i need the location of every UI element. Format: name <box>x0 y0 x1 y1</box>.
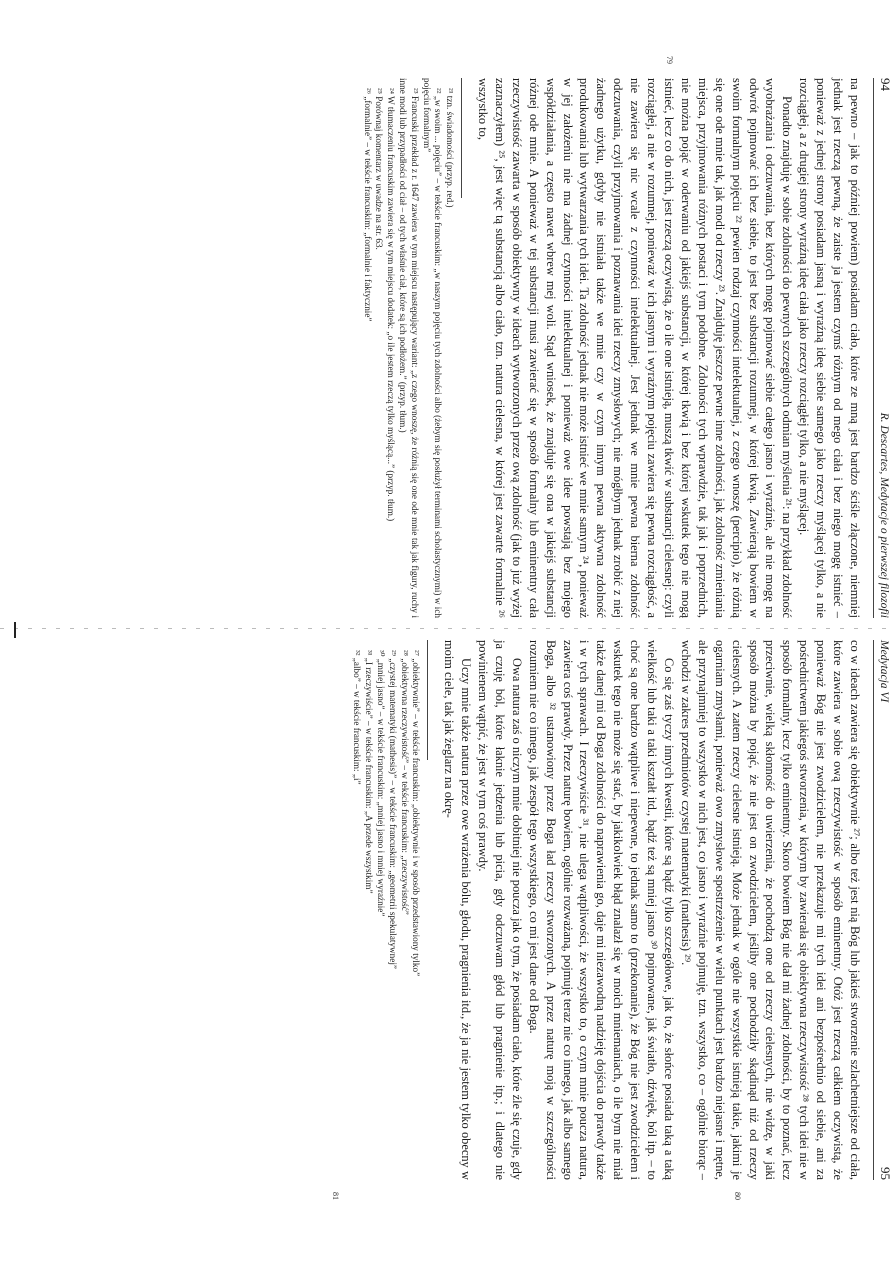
page-number: 94 <box>878 78 893 91</box>
book-page-left <box>193 56 893 618</box>
footnote: ³¹ „I rzeczywiście” – w tekście francuskim: „A przede wszystkim” <box>364 650 375 894</box>
paragraph: co w ideach zawiera się obiektywnie ²⁷; albo też jest nią Bóg lub jakieś stworzenie szlachetniejsze od ciała, które zawiera w sobie ową rzeczywistość w sposób eminentny. Otóż jest rzeczą całkiem oczywistą, że ponieważ Bóg nie jest zwodzicielem, nie przekazuje mi tych idei ani bezpośrednio od siebie, ani za pośrednictwem jakiegoś stworzenia, w którym by zawierała się obiektywna rzeczywistość ²⁸ tych idei nie w sposób formalny, lecz tylko eminentny. Skoro bowiem Bóg nie dał mi żadnej zdolności, by to poznać, lecz przeciwnie, wielką skłonność do uwierzenia, że pochodzą one od rzeczy cielesnych, nie widzę, w jaki sposób można by pojąć, że nie jest on zwodzicielem, jeśliby one pochodziły skądinąd niż od rzeczy cielesnych. A zatem rzeczy cielesne istnieją. Może jednak w ogóle nie wszystkie istnieją takie, jakimi je ogarniam zmysłami, ponieważ owo zmysłowe spostrzeżenie w wielu punktach jest bardzo niejasne i mętne, ale przynajmniej to wszystko w nich jest, co jasno i wyraźnie pojmuję, tzn. wszystko, co – ogólnie biorąc – wchodzi w zakres przedmiotów czystej matematyki (mathesis) ²⁹. <box>678 640 862 1180</box>
footnote: ²⁹ „czystej matematyki (mathesis)” – w tekście francuskim: „geometrii spekulatywnej” <box>387 650 398 969</box>
footnote: ²⁵ Porównaj komentarz w uwadze na str. 63. <box>374 88 385 250</box>
footnotes <box>361 78 455 618</box>
page-gutter-line <box>0 628 893 629</box>
footnote: ²² „w swoim ... pojęciu” – w tekście francuskim: „w naszym pojęciu tych zdolności albo (żebym się posłużył terminami scholastycznymi) w ich pojęciu formalnym” <box>421 78 444 618</box>
footnote: ³⁰ „mniej jasno” – w tekście francuskim: „mniej jasno i mniej wyraźnie” <box>375 650 386 917</box>
margin-page-marker: 80 <box>733 1192 742 1200</box>
paragraph: Co się zaś tyczy innych kwestii, które są bądź tylko szczegółowe, jak to, że słońce posiada taką a taką wielkość lub taki a taki kształt itd., bądź też są mniej jasno ³⁰ pojmowane, jak światło, dźwięk, ból itp. – to choć są one bardzo wątpliwe i niepewne, to jednak samo to (przekonanie), że Bóg nie jest zwodzicielem i wskutek tego nie może się stać, by jakikolwiek błąd znalazł się w moich mniemaniach, o ile bym nie miał także danej mi od Boga zdolności do naprawienia go, daje mi niezawodną nadzieję dojścia do prawdy także i w tych sprawach. I rzeczywiście ³¹, nie ulega wątpliwości, że wszystko to, o czym mnie poucza natura, zawiera coś prawdy. Przez naturę bowiem, ogólnie rozważaną, pojmuję teraz nie co innego, jak albo samego Boga, albo ³² ustanowiony przez Boga ład rzeczy stworzonych. A przez naturę moją w szczególności rozumiem nie co innego, jak zespół tego wszystkiego, co mi jest dane od Boga. <box>526 640 677 1180</box>
scan-mark <box>14 622 16 638</box>
paragraph: na pewno – jak to później powiem) posiadam ciało, które ze mną jest bardzo ściśle złączone, niemniej jednak jest rzeczą pewną, że zaiste ja jestem czymś różnym od mego ciała i bez niego mogę istnieć – ponieważ z jednej strony posiadam jasną i wyraźną ideę siebie samego jako rzeczy myślącej tylko, a nie rozciągłej, a z drugiej strony wyraźną ideę ciała jako rzeczy rozciągłej tylko, a nie myślącej. <box>797 78 862 618</box>
running-head <box>873 640 893 1180</box>
footnote: ²¹ tzn. świadomości (przyp. red.) <box>445 88 456 208</box>
footnote: ³² „albo” – w tekście francuskim: „i” <box>352 650 363 785</box>
footnote: ²⁶ „formalnie” – w tekście francuskim: „formalnie i faktycznie” <box>362 88 373 322</box>
footnote: ²³ Francuski przekład z r. 1647 zawiera w tym miejscu następujący wariant: „z czego wnoszę, że różnią się one ode mnie tak jak figury, ruchy i inne modi lub przypadłości od ciał – od tych właśnie ciał, które są ich podłożem.” (przyp. tłum.) <box>397 78 420 618</box>
paragraph: Uczy mnie także natura przez owe wrażenia bólu, głodu, pragnienia itd., że ja nie jestem tylko obecny w moim ciele, tak jak żeglarz na okrę- <box>442 640 474 1180</box>
footnote-rule <box>461 78 462 198</box>
body-text <box>474 56 863 618</box>
running-title: Medytacja VI <box>878 640 890 703</box>
footnotes <box>351 640 422 1180</box>
running-head <box>873 78 893 618</box>
paragraph: Owa natura zaś o niczym mnie dobitniej nie poucza jak o tym, że posiadam ciało, które źle się czuje, gdy ja czuję ból, które łaknie jedzenia lub picia, gdy odczuwam głód lub pragnienie itp.; i dlatego nie powinienem wątpić, że jest w tym coś prawdy. <box>476 640 524 1180</box>
footnote: ²⁸ „obiektywna rzeczywistość” – w tekście francuskim: „rzeczywistość” <box>399 650 410 915</box>
footnote: ²⁴ W tłumaczeniu francuskim zawiera się w tym miejscu dodatek: „o ile jestem rzeczą tylko myślącą...” (przyp. tłum.) <box>386 88 397 522</box>
margin-page-marker: 81 <box>331 1192 340 1200</box>
page-number: 95 <box>878 1167 893 1180</box>
footnote: ²⁷ „obiektywnie” – w tekście francuskim: „obiektywnie i w sposób przedstawiony tylko” <box>411 650 422 977</box>
margin-page-marker: 79 <box>665 56 674 64</box>
book-page-right <box>193 640 893 1200</box>
running-title: R. Descartes, Medytacje o pierwszej filozofii <box>878 412 890 618</box>
footnote-rule <box>427 640 428 760</box>
paragraph: Ponadto znajduję w sobie zdolności do pewnych szczególnych odmian myślenia ²¹: na przykład zdolność wyobrażania i odczuwania, bez których mogę pojmować siebie całego jasno i wyraźnie, ale nie mogę na odwrót pojmować ich bez siebie, to jest bez substancji rozumnej, w której tkwią. Zawierają bowiem w swoim formalnym pojęciu ²² pewien rodzaj czynności intelektualnej, z czego wnoszę (percipio), że różnią się one ode mnie tak, jak modi od rzeczy ²³. Znajduję jeszcze pewne inne zdolności, jak zdolność zmieniania miejsca, przyjmowania różnych postaci i tym podobne. Zdolności tych wprawdzie, tak jak i poprzednich, nie można pojąć w oderwaniu od jakiejś substancji, w której tkwią i bez której wskutek tego nie mogą istnieć, lecz co do nich, jest rzeczą oczywistą, że o ile one istnieją, muszą tkwić w substancji cielesnej: czyli rozciągłej, a nie w rozumnej, ponieważ w ich jasnym i wyraźnym pojęciu zawiera się pewna rozciągłość, a nie zawiera się nic wcale z czynności intelektualnej. Jest jednak we mnie pewna bierna zdolność odczuwania, czyli przyjmowania i poznawania idei rzeczy zmysłowych; nie mógłbym jednak zrobić z niej żadnego użytku, gdyby nie istniała także we mnie czy w czym innym pewna aktywna zdolność produkowania lub wytwarzania tych idei. Ta zdolność jednak nie może istnieć we mnie samym ²⁴, ponieważ w jej założeniu nie ma żadnej czynności intelektualnej i ponieważ owe idee powstają bez mojego współdziałania, a często nawet wbrew mej woli. Stąd wniosek, że znajduje się ona w jakiejś substancji różnej ode mnie. A ponieważ w tej substancji musi zawierać się w sposób formalny lub eminentny cała rzeczywistość zawarta w sposób obiektywny w ideach wytworzonych przez ową zdolność (jak to już wyżej zaznaczyłem) ²⁵, jest więc tą substancją albo ciało, tzn. natura cielesna, w której jest zawarte formalnie ²⁶ wszystko to, <box>476 78 795 618</box>
